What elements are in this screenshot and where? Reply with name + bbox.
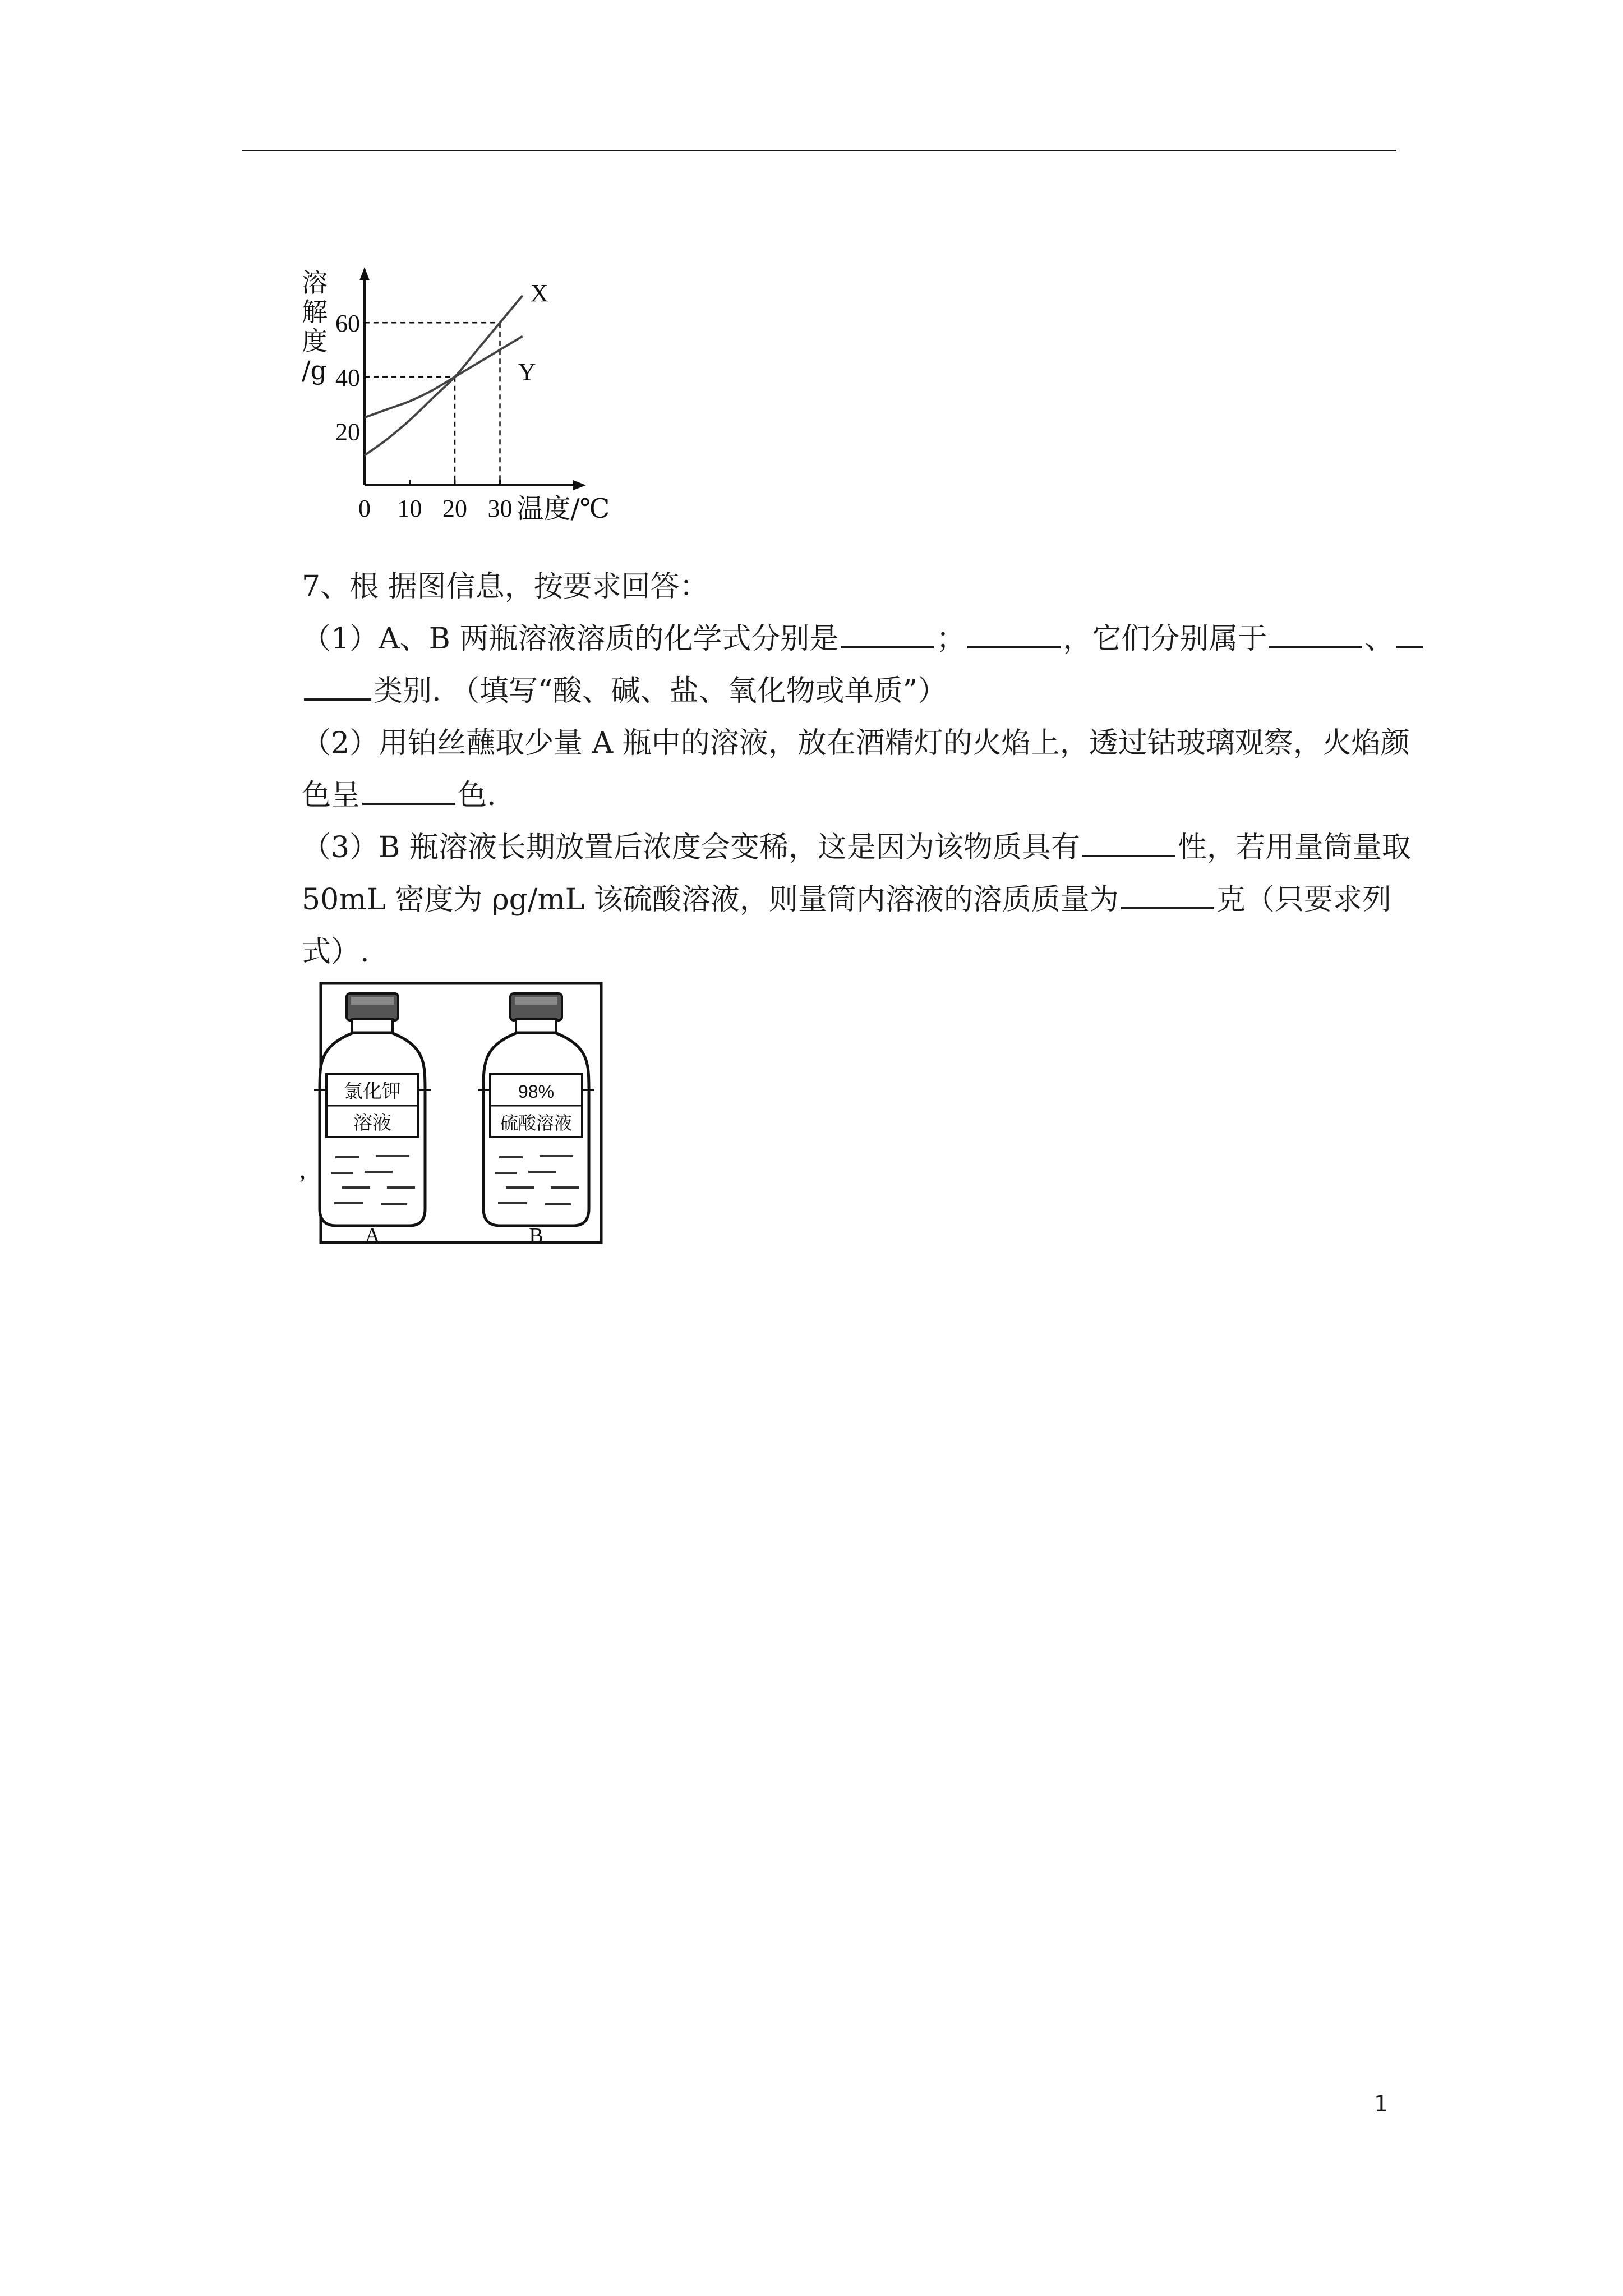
reagent-bottles-figure [297,979,611,1248]
y-axis-label-char: 溶 [302,268,328,298]
question-part-3-line-3: 式）. [302,935,370,969]
x-tick-label: 0 [358,495,371,522]
q3-text-a: （3）B 瓶溶液长期放置后浓度会变稀，这是因为该物质具有 [302,831,1080,864]
question-title: 7、根 据图信息，按要求回答： [302,570,709,604]
stray-comma: , [299,1156,306,1184]
x-axis-label: 温度/℃ [517,493,610,524]
question-part-2-line-1: （2）用铂丝蘸取少量 A 瓶中的溶液，放在酒精灯的火焰上，透过钴玻璃观察，火焰颜 [302,726,1410,760]
answer-blank-6[interactable] [1082,826,1175,857]
answer-blank-5[interactable] [362,774,455,805]
answer-blank-3[interactable] [1269,617,1362,648]
question-part-3-line-2 [302,874,1401,926]
answer-blank-4b[interactable] [304,669,371,701]
x-tick-label: 10 [397,495,422,522]
x-tick-label: 20 [442,495,467,522]
question-part-1-line-1 [302,613,1401,665]
q1-text-c: ，它们分别属于 [1063,622,1267,656]
series-y-line [365,336,523,417]
bottle-b [478,993,594,1248]
question-part-2-line-2 [302,770,1401,822]
question-part-3-line-1 [302,822,1411,874]
bottle-b-label-line1: 98% [518,1082,555,1102]
q3-text-d: 克（只要求列 [1216,883,1391,917]
bottle-b-caption: B [529,1224,543,1248]
x-axis-arrow [573,480,586,490]
answer-blank-7[interactable] [1121,878,1214,909]
y-tick-label: 60 [335,310,360,338]
answer-blank-1[interactable] [841,617,934,648]
q3-text-b: 性，若用量筒量取 [1177,831,1411,864]
q1-text-a: （1）A、B 两瓶溶液溶质的化学式分别是 [302,622,839,656]
series-x-line [365,296,523,455]
q1-text-e: 类别. （填写“酸、碱、盐、氧化物或单质”） [374,674,947,708]
y-axis-label-char: 度 [302,326,328,356]
q2-text-c: 色. [458,779,496,812]
answer-blank-4a[interactable] [1396,617,1423,648]
answer-blank-2[interactable] [967,617,1061,648]
y-tick-label: 20 [335,418,360,446]
header-rule [242,150,1396,151]
y-axis-label-char: 解 [302,297,328,327]
q2-text-b: 色呈 [302,779,361,812]
question-block [302,561,1411,978]
q1-text-b: ； [936,622,966,656]
bottle-a-label-line2: 溶液 [353,1112,391,1134]
q1-text-d: 、 [1364,622,1394,656]
solubility-chart [297,264,645,544]
series-label-x: X [530,279,548,307]
y-tick-label: 40 [335,364,360,392]
bottle-a-label-line1: 氯化钾 [344,1080,401,1103]
bottle-a [314,993,431,1248]
page-number: 1 [1374,2091,1389,2117]
q3-text-c: 50mL 密度为 ρg/mL 该硫酸溶液，则量筒内溶液的溶质质量为 [302,883,1119,917]
y-axis-arrow [359,267,370,280]
x-tick-label: 30 [487,495,513,522]
bottle-a-caption: A [365,1224,380,1248]
bottle-b-label-line2: 硫酸溶液 [500,1112,573,1134]
series-label-y: Y [518,358,536,386]
question-part-1-line-2 [302,665,1401,717]
y-axis-label-char: /g [302,355,327,385]
